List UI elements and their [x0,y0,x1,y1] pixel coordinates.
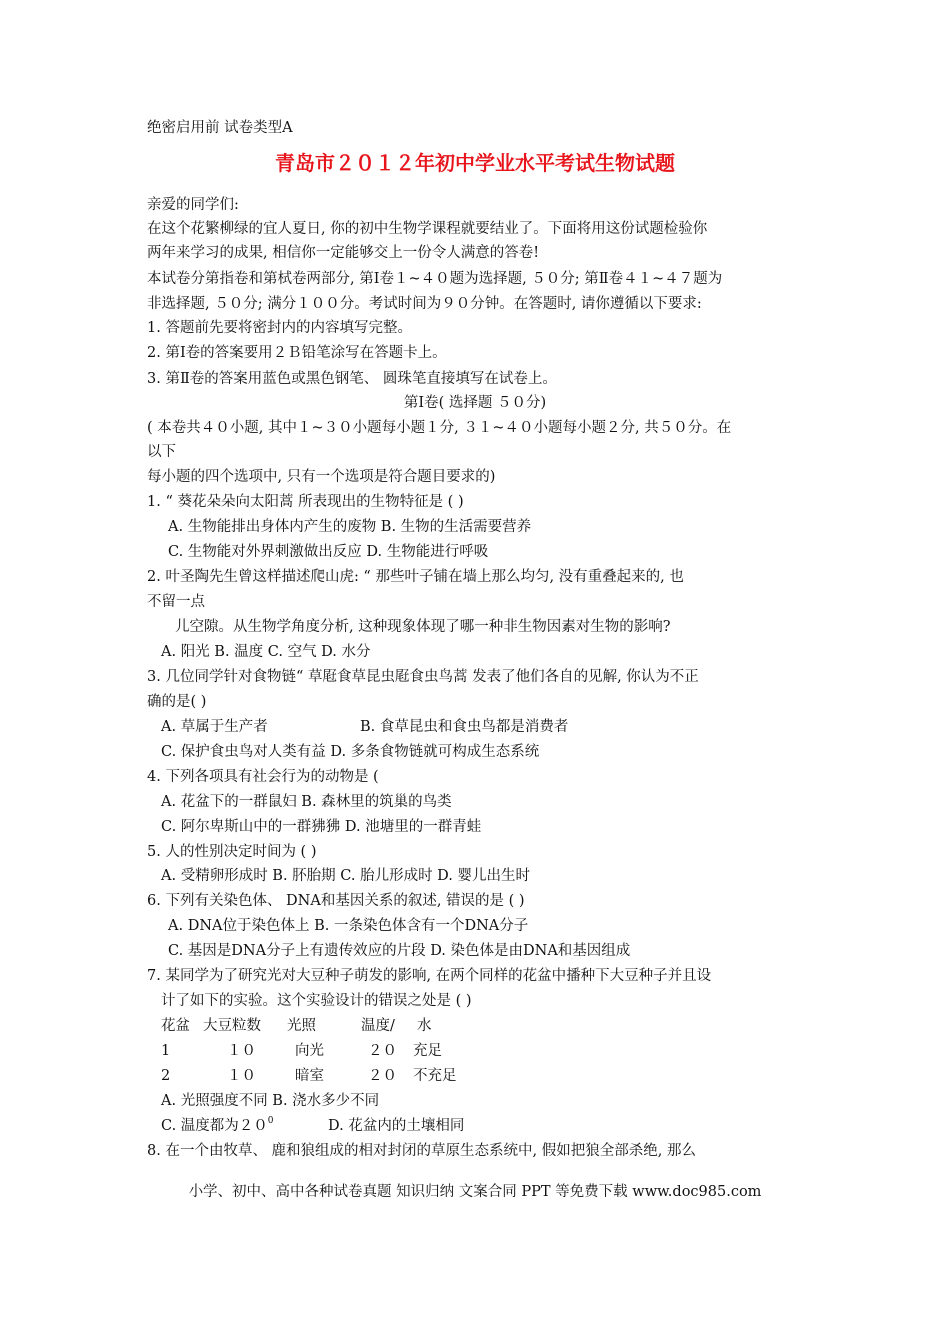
table-cell: 暗室 [295,1068,324,1084]
question-1: 1. “ 葵花朵朵向太阳蒿 所表现出的生物特征是 ( ) [147,494,464,510]
intro-paragraph-1-line-1: 在这个花繁柳绿的宜人夏日, 你的初中生物学课程就要结业了。下面将用这份试题检验你 [147,221,708,237]
rule-item-1: 1. 答题前先要将密封内的内容填写完整。 [147,320,412,336]
question-4-options-ab: A. 花盆下的一群鼠妇 B. 森林里的筑巢的鸟类 [161,794,452,810]
section-note-line-2: 以下 [147,444,176,460]
question-7-line-2: 计了如下的实验。这个实验设计的错误之处是 ( ) [161,993,472,1009]
question-7-option-c [161,1116,274,1136]
table-row [161,1066,457,1086]
question-6-options-cd: C. 基因是DNA分子上有遗传效应的片段 D. 染色体是由DNA和基因组成 [168,943,631,959]
table-cell: １０ [227,1068,256,1084]
table-cell: １０ [227,1043,256,1059]
question-7-options-ab: A. 光照强度不同 B. 浇水多少不同 [161,1093,380,1109]
question-7-option-c-text: C. 温度都为２０ [161,1118,268,1134]
question-4: 4. 下列各项具有社会行为的动物是 ( [147,769,379,785]
table-cell: ２０ [368,1043,397,1059]
table-cell: 不充足 [413,1068,457,1084]
question-1-options-cd: C. 生物能对外界刺激做出反应 D. 生物能进行呼吸 [168,544,489,560]
table-header-cell: 光照 [287,1018,316,1034]
question-3-option-b: B. 食草昆虫和食虫鸟都是消费者 [360,719,569,735]
question-3-line-1: 3. 几位同学针对食物链“ 草屘食草昆虫屘食虫鸟蒿 发表了他们各自的见解, 你认为不正 [147,669,699,685]
table-header-cell: 温度/ [361,1018,395,1034]
question-5: 5. 人的性别决定时间为 ( ) [147,844,317,860]
question-7-option-d: D. 花盆内的土壤相同 [328,1118,465,1134]
table-cell: 充足 [413,1043,442,1059]
intro-paragraph-2-line-2: 非选择题, ５０分; 满分１００分。考试时间为９０分钟。在答题时, 请你遵循以下要求: [147,296,702,312]
question-3-line-2: 确的是( ) [147,694,207,710]
question-5-options: A. 受精卵形成时 B. 肧胎期 C. 胎儿形成时 D. 婴儿出生时 [161,868,531,884]
question-7-line-1: 7. 某同学为了研究光对大豆种子萌发的影响, 在两个同样的花盆中播种下大豆种子并且设 [147,968,712,984]
intro-paragraph-2-line-1: 本试卷分第指卷和第栻卷两部分, 第Ⅰ卷１~４０题为选择题, ５０分; 第Ⅱ卷４１~４７题为 [147,271,723,287]
question-2-options: A. 阳光 B. 温度 C. 空气 D. 水分 [161,644,371,660]
rule-item-3: 3. 第Ⅱ卷的答案用蓝色或黑色钢笔、 圆珠笔直接填写在试卷上。 [147,371,557,387]
page-title: 青岛市２０１２年初中学业水平考试生物试题 [275,151,675,175]
footer-link-text: 小学、初中、高中各种试卷真题 知识归纳 文案合同 PPT 等免费下载 www.doc985.com [188,1184,762,1200]
table-cell: ２０ [368,1068,397,1084]
question-3-option-a: A. 草属于生产者 [161,719,268,735]
section-note-line-3: 每小题的四个选项中, 只有一个选项是符合题目要求的) [147,469,496,485]
section-heading: 第Ⅰ卷( 选择题 ５０分) [403,395,547,411]
question-3-options-cd: C. 保护食虫鸟对人类有益 D. 多条食物链就可构成生态系统 [161,744,540,760]
question-2-line-3: 儿空隙。从生物学角度分析, 这种现象体现了哪一种非生物因素对生物的影响? [175,619,671,635]
table-header-row [161,1016,432,1036]
question-4-options-cd: C. 阿尔卑斯山中的一群狒狒 D. 池塘里的一群青蛙 [161,819,482,835]
question-6: 6. 下列有关染色体、 DNA和基因关系的叙述, 错误的是 ( ) [147,893,525,909]
table-header-cell: 大豆粒数 [203,1018,261,1034]
question-2-line-2: 不留一点 [147,594,205,610]
rule-item-2: 2. 第Ⅰ卷的答案要用２Ｂ铅笔涂写在答题卡上。 [147,345,447,361]
question-8-line-1: 8. 在一个由牧草、 鹿和狼组成的相对封闭的草原生态系统中, 假如把狼全部杀绝, 那么 [147,1143,696,1159]
question-6-options-ab: A. DNA位于染色体上 B. 一条染色体含有一个DNA分子 [168,918,529,934]
table-header-cell: 水 [417,1018,432,1034]
degree-superscript: 0 [267,1116,274,1126]
table-cell: 1 [161,1043,171,1059]
intro-paragraph-1-line-2: 两年来学习的成果, 相信你一定能够交上一份令人满意的答卷! [147,245,540,261]
question-1-options-ab: A. 生物能排出身体内产生的废物 B. 生物的生活需要营养 [168,519,532,535]
greeting: 亲爱的同学们: [147,197,239,213]
classification-label: 绝密启用前 试卷类型A [147,120,293,136]
question-2-line-1: 2. 叶圣陶先生曾这样描述爬山虎: “ 那些叶子铺在墙上那么均匀, 没有重叠起来的, 也 [147,569,684,585]
table-cell: 2 [161,1068,171,1084]
table-header-cell: 花盆 [161,1018,190,1034]
table-row [161,1041,442,1061]
table-cell: 向光 [295,1043,324,1059]
section-note-line-1: ( 本卷共４０小题, 其中１~３０小题每小题１分, ３１~４０小题每小题２分, 共５０分。在 [147,420,732,436]
